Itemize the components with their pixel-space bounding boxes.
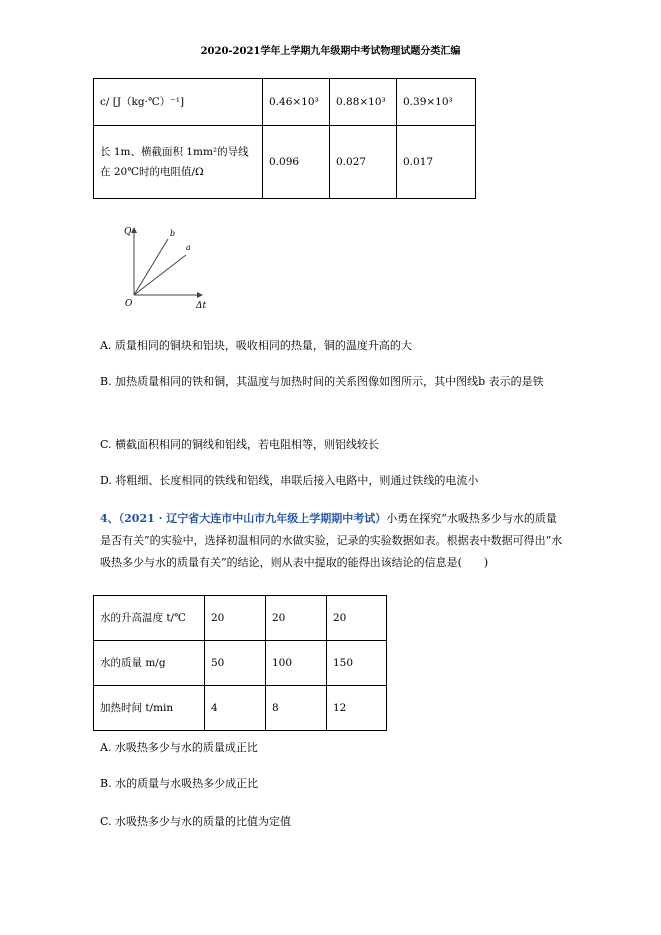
q4-option-a: A. 水吸热多少与水的质量成正比 [100,741,258,754]
table-cell: 0.017 [397,126,476,199]
table-row [94,126,476,199]
table-cell: 0.096 [263,126,330,199]
table-row [94,596,387,641]
table-cell: 0.027 [330,126,397,199]
q3-option-d: D. 将粗细、长度相同的铁线和铝线，串联后接入电路中，则通过铁线的电流小 [100,474,479,487]
question-text: 小勇在探究“水吸热多少与水的质量是否有关”的实验中，选择初温相同的水做实验，记录的实验数据如表。根据表中数据可得出“水吸热多少与水的质量有关”的结论，则从表中提取的能得出该结论的信息是( ) [100,512,563,569]
table-cell: 加热时间 t/min [94,686,205,731]
question-source: （2021 · 辽宁省大连市中山市九年级上学期期中考试） [118,512,387,525]
table-cell: 100 [266,641,327,686]
q4-option-b: B. 水的质量与水吸热多少成正比 [100,777,259,790]
table-cell: 水的质量 m/g [94,641,205,686]
table-row [94,79,476,126]
table-row [94,686,387,731]
table-cell: 12 [327,686,387,731]
line-b [134,239,168,295]
q3-option-a: A. 质量相同的铜块和铝块，吸收相同的热量，铜的温度升高的大 [100,339,412,352]
table-cell: 20 [266,596,327,641]
origin-label: O [125,299,133,309]
y-axis-label: Q [124,227,132,237]
table-cell: 水的升高温度 t/℃ [94,596,205,641]
table-cell: 50 [205,641,266,686]
table-cell: 0.88×10³ [330,79,397,126]
q4-option-c: C. 水吸热多少与水的质量的比值为定值 [100,815,292,828]
q-vs-dt-graph [120,222,210,312]
page-header: 2020-2021学年上学期九年级期中考试物理试题分类汇编 [200,46,461,57]
table-cell: 长 1m、横截面积 1mm²的导线在 20℃时的电阻值/Ω [94,126,263,199]
line-a-label: a [186,243,191,252]
line-b-label: b [170,229,176,238]
material-properties-table [93,78,476,199]
table-cell: 150 [327,641,387,686]
table-row [94,641,387,686]
table-cell: 20 [205,596,266,641]
table-cell: 8 [266,686,327,731]
table-cell: c/ [J（kg·℃）⁻¹] [94,79,263,126]
table-cell: 20 [327,596,387,641]
table-cell: 4 [205,686,266,731]
x-axis-label: Δt [196,301,207,311]
q3-option-b: B. 加热质量相同的铁和铜，其温度与加热时间的关系图像如图所示，其中图线b 表示的是铁 [100,375,544,388]
water-data-table [93,595,387,731]
table-cell: 0.46×10³ [263,79,330,126]
question-number: 4、 [100,512,119,525]
line-a [134,255,186,295]
q3-option-c: C. 横截面积相同的铜线和铝线，若电阻相等，则铝线较长 [100,438,380,451]
question-4 [100,508,565,574]
table-cell: 0.39×10³ [397,79,476,126]
